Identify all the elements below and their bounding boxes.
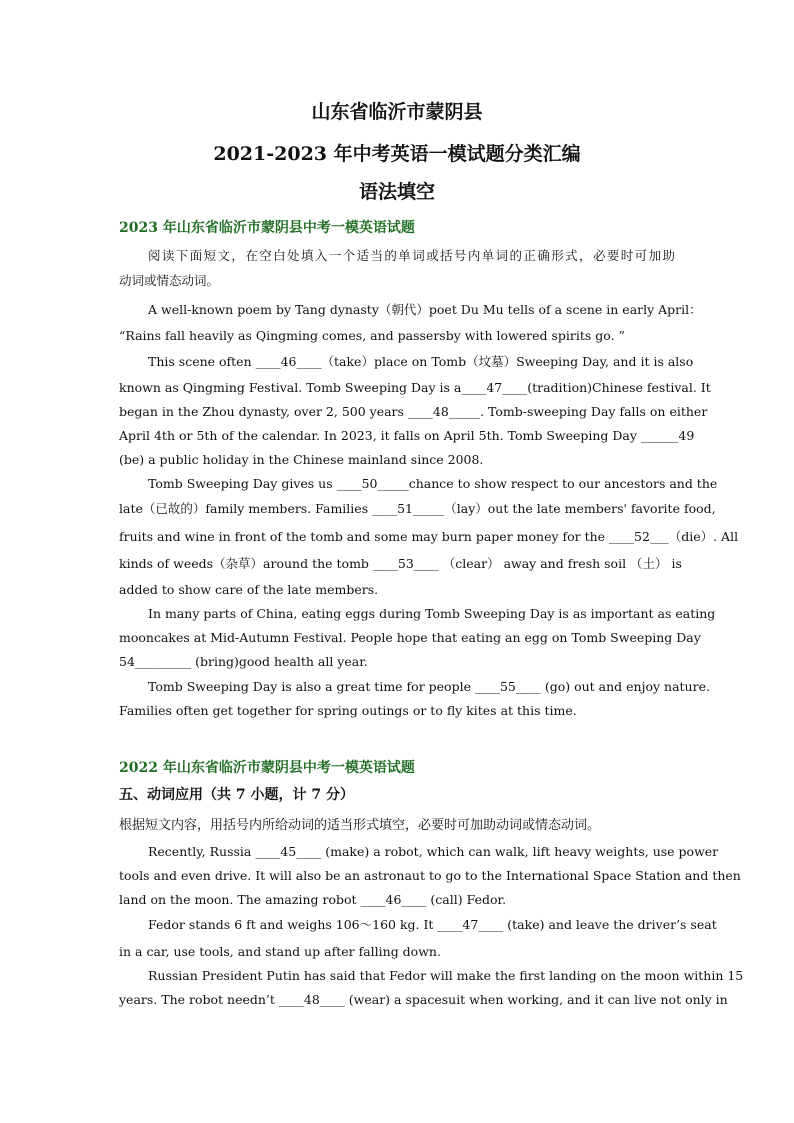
section-heading-2022: 2022 年山东省临沂市蒙阴县中考一模英语试题: [119, 760, 415, 776]
paragraph-line: Russian President Putin has said that Fedor will make the first landing on the moon within 15: [148, 968, 744, 983]
paragraph-line: known as Qingming Festival. Tomb Sweeping Day is a____47____(tradition)Chinese festival. It: [119, 380, 711, 395]
paragraph-line: late（已故的）family members. Families ____51_____（lay）out the late members' favorite food,: [119, 501, 716, 516]
paragraph-line: (be) a public holiday in the Chinese mainland since 2008.: [119, 452, 484, 467]
title-exam-series: 2021-2023 年中考英语一模试题分类汇编: [213, 143, 581, 165]
paragraph-line: 阅读下面短文，在空白处填入一个适当的单词或括号内单词的正确形式，必要时可加助: [148, 248, 675, 263]
paragraph-line: in a car, use tools, and stand up after falling down.: [119, 944, 441, 959]
paragraph-line: kinds of weeds（杂草）around the tomb ____53____ （clear） away and fresh soil （土） is: [119, 556, 682, 571]
paragraph-line: added to show care of the late members.: [119, 582, 379, 597]
paragraph-line: tools and even drive. It will also be an astronaut to go to the International Space Station and then: [119, 868, 741, 883]
subheading-verb-usage: 五、动词应用（共 7 小题，计 7 分）: [119, 787, 354, 803]
paragraph-line: In many parts of China, eating eggs during Tomb Sweeping Day is as important as eating: [148, 606, 716, 621]
paragraph-line: 根据短文内容，用括号内所给动词的适当形式填空，必要时可加助动词或情态动词。: [119, 818, 601, 833]
paragraph-line: This scene often ____46____（take）place on Tomb（坟墓）Sweeping Day, and it is also: [148, 354, 694, 369]
paragraph-line: Tomb Sweeping Day is also a great time for people ____55____ (go) out and enjoy nature.: [148, 679, 710, 694]
paragraph-line: Tomb Sweeping Day gives us ____50_____chance to show respect to our ancestors and the: [148, 476, 718, 491]
paragraph-line: began in the Zhou dynasty, over 2, 500 years ____48_____. Tomb-sweeping Day falls on either: [119, 404, 708, 419]
paragraph-line: mooncakes at Mid-Autumn Festival. People hope that eating an egg on Tomb Sweeping Day: [119, 630, 701, 645]
paragraph-line: 54_________ (bring)good health all year.: [119, 654, 368, 669]
title-topic: 语法填空: [358, 181, 435, 203]
paragraph-line: 动词或情态动词。: [119, 273, 220, 288]
title-region: 山东省临沂市蒙阴县: [311, 101, 483, 123]
section-heading-2023: 2023 年山东省临沂市蒙阴县中考一模英语试题: [119, 220, 415, 236]
paragraph-line: years. The robot needn’t ____48____ (wear) a spacesuit when working, and it can live not only in: [119, 992, 728, 1007]
paragraph-line: Fedor stands 6 ft and weighs 106～160 kg. It ____47____ (take) and leave the driver’s seat: [148, 917, 717, 932]
paragraph-line: A well-known poem by Tang dynasty（朝代）poet Du Mu tells of a scene in early April：: [148, 302, 702, 317]
paragraph-line: “Rains fall heavily as Qingming comes, and passersby with lowered spirits go. ”: [119, 328, 625, 343]
paragraph-line: Families often get together for spring outings or to fly kites at this time.: [119, 703, 577, 718]
paragraph-line: April 4th or 5th of the calendar. In 2023, it falls on April 5th. Tomb Sweeping Day ______49: [119, 428, 695, 443]
paragraph-line: fruits and wine in front of the tomb and some may burn paper money for the ____52___（die）. All: [119, 529, 739, 544]
paragraph-line: land on the moon. The amazing robot ____46____ (call) Fedor.: [119, 892, 507, 907]
paragraph-line: Recently, Russia ____45____ (make) a robot, which can walk, lift heavy weights, use power: [148, 844, 719, 859]
